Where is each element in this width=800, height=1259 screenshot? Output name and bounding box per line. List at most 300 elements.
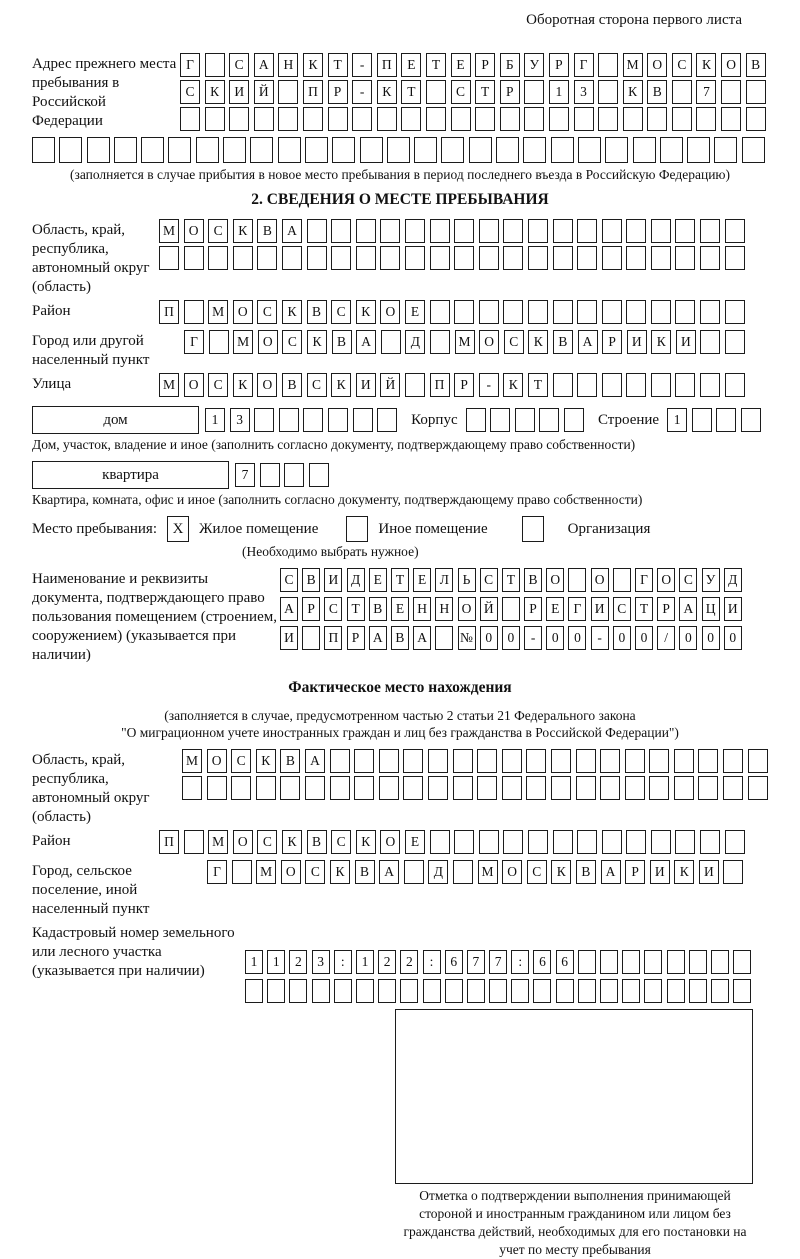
char-box[interactable]: К	[331, 373, 351, 397]
char-box[interactable]: 1	[245, 950, 263, 974]
char-box[interactable]	[428, 776, 448, 800]
char-box[interactable]: Е	[451, 53, 471, 77]
char-box[interactable]: Л	[435, 568, 453, 592]
char-box[interactable]: 2	[378, 950, 396, 974]
char-box[interactable]	[698, 749, 718, 773]
char-box[interactable]	[278, 107, 298, 131]
char-box[interactable]	[553, 246, 573, 270]
char-box[interactable]: К	[356, 830, 376, 854]
char-box[interactable]	[649, 776, 669, 800]
char-box[interactable]	[479, 246, 499, 270]
char-box[interactable]	[405, 219, 425, 243]
char-box[interactable]: А	[601, 860, 621, 884]
char-box[interactable]: -	[524, 626, 542, 650]
char-box[interactable]	[515, 408, 535, 432]
char-box[interactable]	[430, 300, 450, 324]
char-box[interactable]	[331, 246, 351, 270]
char-box[interactable]	[725, 300, 745, 324]
char-box[interactable]: 1	[667, 408, 687, 432]
char-box[interactable]	[278, 80, 298, 104]
char-box[interactable]	[746, 80, 766, 104]
char-box[interactable]: О	[184, 373, 204, 397]
char-box[interactable]: А	[280, 597, 298, 621]
char-box[interactable]	[725, 219, 745, 243]
char-box[interactable]	[721, 80, 741, 104]
char-box[interactable]: Т	[502, 568, 520, 592]
char-box[interactable]: И	[324, 568, 342, 592]
char-box[interactable]: И	[280, 626, 298, 650]
char-box[interactable]: О	[258, 330, 278, 354]
char-box[interactable]	[430, 830, 450, 854]
char-box[interactable]: О	[257, 373, 277, 397]
char-box[interactable]	[414, 137, 437, 163]
char-box[interactable]: В	[391, 626, 409, 650]
char-box[interactable]: М	[159, 373, 179, 397]
char-box[interactable]: :	[334, 950, 352, 974]
char-box[interactable]: -	[479, 373, 499, 397]
char-box[interactable]: Р	[657, 597, 675, 621]
char-box[interactable]: М	[182, 749, 202, 773]
char-box[interactable]: И	[650, 860, 670, 884]
char-box[interactable]	[651, 830, 671, 854]
char-box[interactable]	[354, 749, 374, 773]
char-box[interactable]	[625, 776, 645, 800]
char-box[interactable]	[622, 950, 640, 974]
char-box[interactable]	[502, 597, 520, 621]
char-box[interactable]	[711, 979, 729, 1003]
char-box[interactable]: В	[307, 830, 327, 854]
char-box[interactable]	[223, 137, 246, 163]
char-box[interactable]: М	[208, 300, 228, 324]
char-box[interactable]: У	[524, 53, 544, 77]
char-box[interactable]: Г	[180, 53, 200, 77]
char-box[interactable]: А	[413, 626, 431, 650]
char-box[interactable]	[528, 246, 548, 270]
char-box[interactable]	[549, 107, 569, 131]
char-box[interactable]	[430, 246, 450, 270]
char-box[interactable]: Р	[500, 80, 520, 104]
char-box[interactable]	[445, 979, 463, 1003]
char-box[interactable]: А	[679, 597, 697, 621]
char-box[interactable]	[260, 463, 280, 487]
char-box[interactable]	[254, 408, 274, 432]
char-box[interactable]	[577, 246, 597, 270]
char-box[interactable]	[379, 776, 399, 800]
char-box[interactable]	[209, 330, 229, 354]
char-box[interactable]: К	[623, 80, 643, 104]
char-box[interactable]: 0	[502, 626, 520, 650]
char-box[interactable]	[503, 830, 523, 854]
char-box[interactable]	[651, 246, 671, 270]
char-box[interactable]	[489, 979, 507, 1003]
char-box[interactable]: 0	[724, 626, 742, 650]
char-box[interactable]: Р	[524, 597, 542, 621]
char-box[interactable]	[598, 80, 618, 104]
char-box[interactable]: М	[623, 53, 643, 77]
char-box[interactable]	[692, 408, 712, 432]
char-box[interactable]	[405, 373, 425, 397]
char-box[interactable]	[380, 246, 400, 270]
char-box[interactable]	[114, 137, 137, 163]
char-box[interactable]: Р	[302, 597, 320, 621]
char-box[interactable]	[479, 830, 499, 854]
char-box[interactable]: С	[307, 373, 327, 397]
char-box[interactable]: С	[324, 597, 342, 621]
char-box[interactable]	[577, 830, 597, 854]
char-box[interactable]: К	[282, 830, 302, 854]
char-box[interactable]	[626, 373, 646, 397]
char-box[interactable]	[279, 408, 299, 432]
char-box[interactable]	[159, 246, 179, 270]
char-box[interactable]: К	[674, 860, 694, 884]
char-box[interactable]: С	[208, 373, 228, 397]
char-box[interactable]	[307, 219, 327, 243]
char-box[interactable]	[675, 830, 695, 854]
char-box[interactable]	[256, 776, 276, 800]
char-box[interactable]	[674, 749, 694, 773]
char-box[interactable]: О	[233, 300, 253, 324]
char-box[interactable]	[675, 219, 695, 243]
char-box[interactable]	[602, 373, 622, 397]
char-box[interactable]: С	[504, 330, 524, 354]
char-box[interactable]: С	[280, 568, 298, 592]
char-box[interactable]	[578, 950, 596, 974]
char-box[interactable]	[644, 979, 662, 1003]
char-box[interactable]	[625, 749, 645, 773]
char-box[interactable]	[675, 373, 695, 397]
char-box[interactable]	[426, 107, 446, 131]
char-box[interactable]	[600, 776, 620, 800]
char-box[interactable]	[551, 749, 571, 773]
char-box[interactable]: 6	[533, 950, 551, 974]
char-box[interactable]	[578, 137, 601, 163]
char-box[interactable]: Д	[405, 330, 425, 354]
char-box[interactable]	[453, 776, 473, 800]
char-box[interactable]	[576, 749, 596, 773]
char-box[interactable]: С	[208, 219, 228, 243]
char-box[interactable]: Н	[413, 597, 431, 621]
char-box[interactable]: С	[282, 330, 302, 354]
char-box[interactable]: Е	[369, 568, 387, 592]
char-box[interactable]: О	[721, 53, 741, 77]
char-box[interactable]	[725, 373, 745, 397]
char-box[interactable]	[633, 137, 656, 163]
char-box[interactable]	[141, 137, 164, 163]
char-box[interactable]: К	[528, 330, 548, 354]
char-box[interactable]	[208, 246, 228, 270]
char-box[interactable]	[556, 979, 574, 1003]
char-box[interactable]: М	[455, 330, 475, 354]
char-box[interactable]	[672, 80, 692, 104]
char-box[interactable]: Г	[635, 568, 653, 592]
char-box[interactable]: С	[180, 80, 200, 104]
char-box[interactable]: Р	[625, 860, 645, 884]
char-box[interactable]: М	[208, 830, 228, 854]
char-box[interactable]	[553, 300, 573, 324]
char-box[interactable]: А	[282, 219, 302, 243]
char-box[interactable]	[742, 137, 765, 163]
char-box[interactable]	[309, 463, 329, 487]
char-box[interactable]	[356, 979, 374, 1003]
char-box[interactable]: В	[280, 749, 300, 773]
char-box[interactable]: 7	[467, 950, 485, 974]
char-box[interactable]	[354, 776, 374, 800]
char-box[interactable]	[723, 860, 743, 884]
char-box[interactable]: Г	[207, 860, 227, 884]
char-box[interactable]: Т	[635, 597, 653, 621]
char-box[interactable]: 2	[289, 950, 307, 974]
char-box[interactable]	[334, 979, 352, 1003]
char-box[interactable]	[400, 979, 418, 1003]
char-box[interactable]: 0	[613, 626, 631, 650]
char-box[interactable]	[602, 246, 622, 270]
char-box[interactable]	[733, 979, 751, 1003]
char-box[interactable]: В	[355, 860, 375, 884]
char-box[interactable]	[330, 749, 350, 773]
char-box[interactable]: К	[330, 860, 350, 884]
char-box[interactable]: Р	[328, 80, 348, 104]
char-box[interactable]: 7	[489, 950, 507, 974]
char-box[interactable]	[289, 979, 307, 1003]
char-box[interactable]	[454, 300, 474, 324]
char-box[interactable]: С	[257, 300, 277, 324]
char-box[interactable]	[644, 950, 662, 974]
char-box[interactable]	[352, 107, 372, 131]
char-box[interactable]	[475, 107, 495, 131]
char-box[interactable]	[477, 776, 497, 800]
char-box[interactable]: /	[657, 626, 675, 650]
char-box[interactable]	[404, 860, 424, 884]
char-box[interactable]: Т	[475, 80, 495, 104]
char-box[interactable]	[553, 219, 573, 243]
char-box[interactable]	[466, 408, 486, 432]
char-box[interactable]: С	[231, 749, 251, 773]
char-box[interactable]: И	[724, 597, 742, 621]
char-box[interactable]	[233, 246, 253, 270]
char-box[interactable]: П	[377, 53, 397, 77]
char-box[interactable]	[667, 950, 685, 974]
char-box[interactable]	[245, 979, 263, 1003]
char-box[interactable]	[574, 107, 594, 131]
char-box[interactable]	[467, 979, 485, 1003]
char-box[interactable]: А	[379, 860, 399, 884]
stay-option-organization-checkbox[interactable]	[522, 516, 544, 542]
char-box[interactable]	[435, 626, 453, 650]
char-box[interactable]	[205, 107, 225, 131]
char-box[interactable]	[503, 300, 523, 324]
char-box[interactable]	[312, 979, 330, 1003]
char-box[interactable]	[380, 219, 400, 243]
char-box[interactable]: М	[233, 330, 253, 354]
char-box[interactable]: 3	[574, 80, 594, 104]
char-box[interactable]	[477, 749, 497, 773]
char-box[interactable]	[568, 568, 586, 592]
char-box[interactable]	[377, 107, 397, 131]
char-box[interactable]	[700, 246, 720, 270]
char-box[interactable]: К	[303, 53, 323, 77]
char-box[interactable]	[649, 749, 669, 773]
char-box[interactable]	[626, 830, 646, 854]
char-box[interactable]: О	[380, 830, 400, 854]
char-box[interactable]: А	[356, 330, 376, 354]
char-box[interactable]: О	[479, 330, 499, 354]
char-box[interactable]	[280, 776, 300, 800]
char-box[interactable]	[490, 408, 510, 432]
char-box[interactable]	[330, 776, 350, 800]
char-box[interactable]: Н	[278, 53, 298, 77]
char-box[interactable]: П	[430, 373, 450, 397]
char-box[interactable]	[284, 463, 304, 487]
char-box[interactable]	[672, 107, 692, 131]
char-box[interactable]: Е	[546, 597, 564, 621]
char-box[interactable]	[303, 107, 323, 131]
char-box[interactable]: С	[679, 568, 697, 592]
char-box[interactable]: О	[184, 219, 204, 243]
char-box[interactable]	[454, 246, 474, 270]
char-box[interactable]	[184, 300, 204, 324]
char-box[interactable]	[551, 137, 574, 163]
char-box[interactable]	[328, 107, 348, 131]
char-box[interactable]	[605, 137, 628, 163]
char-box[interactable]: Й	[380, 373, 400, 397]
char-box[interactable]: Р	[454, 373, 474, 397]
char-box[interactable]	[700, 373, 720, 397]
char-box[interactable]: А	[578, 330, 598, 354]
char-box[interactable]	[430, 219, 450, 243]
char-box[interactable]: И	[591, 597, 609, 621]
char-box[interactable]: С	[331, 830, 351, 854]
char-box[interactable]: В	[369, 597, 387, 621]
char-box[interactable]	[602, 300, 622, 324]
char-box[interactable]	[613, 568, 631, 592]
char-box[interactable]	[207, 776, 227, 800]
char-box[interactable]	[328, 408, 348, 432]
char-box[interactable]	[623, 107, 643, 131]
char-box[interactable]: 7	[235, 463, 255, 487]
char-box[interactable]	[454, 219, 474, 243]
char-box[interactable]: 1	[356, 950, 374, 974]
char-box[interactable]	[577, 219, 597, 243]
char-box[interactable]: П	[159, 300, 179, 324]
char-box[interactable]	[741, 408, 761, 432]
char-box[interactable]	[598, 107, 618, 131]
char-box[interactable]: Т	[347, 597, 365, 621]
char-box[interactable]: Й	[480, 597, 498, 621]
char-box[interactable]: О	[380, 300, 400, 324]
char-box[interactable]: О	[233, 830, 253, 854]
char-box[interactable]	[401, 107, 421, 131]
char-box[interactable]: 0	[702, 626, 720, 650]
char-box[interactable]: О	[281, 860, 301, 884]
char-box[interactable]	[168, 137, 191, 163]
char-box[interactable]	[257, 246, 277, 270]
char-box[interactable]: 7	[696, 80, 716, 104]
char-box[interactable]: С	[305, 860, 325, 884]
char-box[interactable]: В	[524, 568, 542, 592]
char-box[interactable]	[180, 107, 200, 131]
char-box[interactable]	[331, 219, 351, 243]
char-box[interactable]	[598, 53, 618, 77]
char-box[interactable]: С	[672, 53, 692, 77]
char-box[interactable]: П	[303, 80, 323, 104]
char-box[interactable]	[651, 219, 671, 243]
char-box[interactable]	[626, 300, 646, 324]
char-box[interactable]: 1	[267, 950, 285, 974]
char-box[interactable]: М	[159, 219, 179, 243]
char-box[interactable]: Ц	[702, 597, 720, 621]
char-box[interactable]	[600, 749, 620, 773]
char-box[interactable]: 6	[445, 950, 463, 974]
char-box[interactable]: К	[233, 373, 253, 397]
char-box[interactable]	[332, 137, 355, 163]
char-box[interactable]	[700, 219, 720, 243]
char-box[interactable]	[576, 776, 596, 800]
char-box[interactable]: -	[591, 626, 609, 650]
char-box[interactable]	[356, 219, 376, 243]
char-box[interactable]	[441, 137, 464, 163]
char-box[interactable]: №	[458, 626, 476, 650]
char-box[interactable]: А	[305, 749, 325, 773]
char-box[interactable]	[553, 373, 573, 397]
char-box[interactable]: 2	[400, 950, 418, 974]
char-box[interactable]	[451, 107, 471, 131]
char-box[interactable]	[32, 137, 55, 163]
char-box[interactable]	[426, 80, 446, 104]
char-box[interactable]: :	[423, 950, 441, 974]
char-box[interactable]: М	[256, 860, 276, 884]
char-box[interactable]	[405, 246, 425, 270]
char-box[interactable]	[250, 137, 273, 163]
char-box[interactable]: В	[647, 80, 667, 104]
char-box[interactable]	[746, 107, 766, 131]
char-box[interactable]: К	[377, 80, 397, 104]
char-box[interactable]	[533, 979, 551, 1003]
char-box[interactable]	[600, 979, 618, 1003]
char-box[interactable]: О	[207, 749, 227, 773]
char-box[interactable]: Д	[347, 568, 365, 592]
char-box[interactable]: 3	[312, 950, 330, 974]
char-box[interactable]	[524, 80, 544, 104]
char-box[interactable]: И	[676, 330, 696, 354]
char-box[interactable]: К	[282, 300, 302, 324]
char-box[interactable]: У	[702, 568, 720, 592]
char-box[interactable]	[511, 979, 529, 1003]
char-box[interactable]	[696, 107, 716, 131]
char-box[interactable]	[700, 830, 720, 854]
char-box[interactable]	[479, 219, 499, 243]
char-box[interactable]	[564, 408, 584, 432]
char-box[interactable]	[503, 219, 523, 243]
char-box[interactable]: В	[332, 330, 352, 354]
char-box[interactable]: К	[651, 330, 671, 354]
char-box[interactable]: Т	[401, 80, 421, 104]
char-box[interactable]	[539, 408, 559, 432]
char-box[interactable]	[725, 330, 745, 354]
char-box[interactable]	[723, 749, 743, 773]
char-box[interactable]: Т	[426, 53, 446, 77]
char-box[interactable]	[502, 776, 522, 800]
char-box[interactable]	[302, 626, 320, 650]
char-box[interactable]: -	[352, 80, 372, 104]
char-box[interactable]: Г	[184, 330, 204, 354]
char-box[interactable]: Т	[528, 373, 548, 397]
char-box[interactable]: Р	[347, 626, 365, 650]
char-box[interactable]	[469, 137, 492, 163]
char-box[interactable]	[647, 107, 667, 131]
char-box[interactable]: 0	[568, 626, 586, 650]
char-box[interactable]	[626, 219, 646, 243]
char-box[interactable]	[723, 776, 743, 800]
